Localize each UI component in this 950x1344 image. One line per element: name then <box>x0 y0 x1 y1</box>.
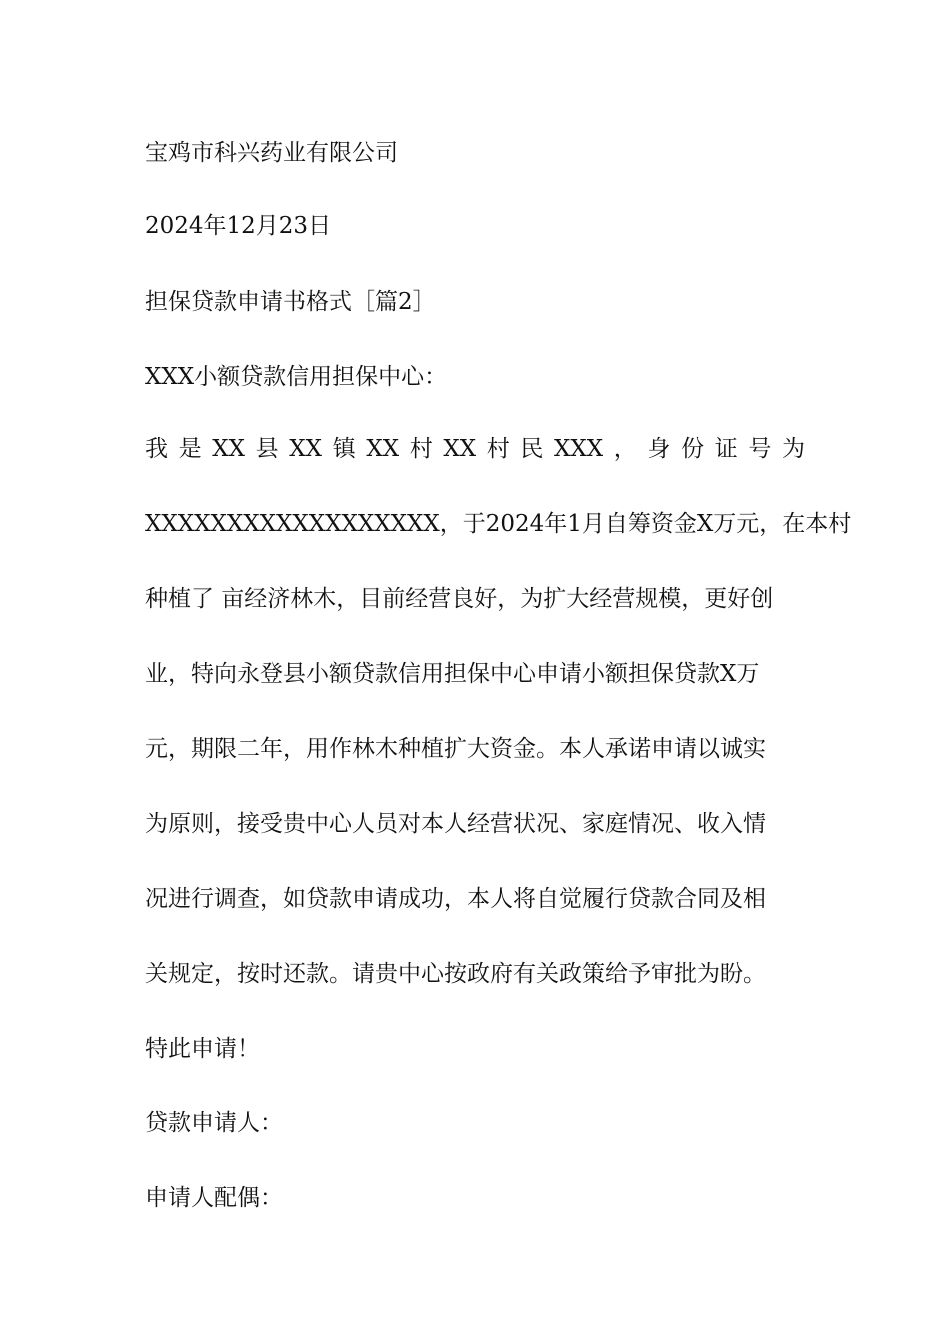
salutation: XXX小额贷款信用担保中心： <box>145 364 448 390</box>
applicant-label: 贷款申请人： <box>145 1110 283 1136</box>
body-line-4: 业，特向永登县小额贷款信用担保中心申请小额担保贷款X万 <box>145 661 760 687</box>
company-name: 宝鸡市科兴药业有限公司 <box>145 140 398 166</box>
body-line-6: 为原则，接受贵中心人员对本人经营状况、家庭情况、收入情 <box>145 811 766 837</box>
body-line-5: 元，期限二年，用作林木种植扩大资金。本人承诺申请以诚实 <box>145 736 766 762</box>
body-line-2: XXXXXXXXXXXXXXXXXX，于2024年1月自筹资金X万元，在本村 <box>145 511 852 537</box>
spouse-label: 申请人配偶： <box>145 1185 283 1211</box>
body-line-8: 关规定，按时还款。请贵中心按政府有关政策给予审批为盼。 <box>145 961 766 987</box>
body-line-3: 种植了 亩经济林木，目前经营良好，为扩大经营规模，更好创 <box>145 586 774 612</box>
closing-text: 特此申请！ <box>145 1036 260 1062</box>
section-title: 担保贷款申请书格式［篇2］ <box>145 289 436 315</box>
document-date: 2024年12月23日 <box>145 213 332 239</box>
body-line-1: 我是XX县XX镇XX村XX村民XXX，身份证号为 <box>145 436 805 462</box>
body-line-7: 况进行调查，如贷款申请成功，本人将自觉履行贷款合同及相 <box>145 886 766 912</box>
